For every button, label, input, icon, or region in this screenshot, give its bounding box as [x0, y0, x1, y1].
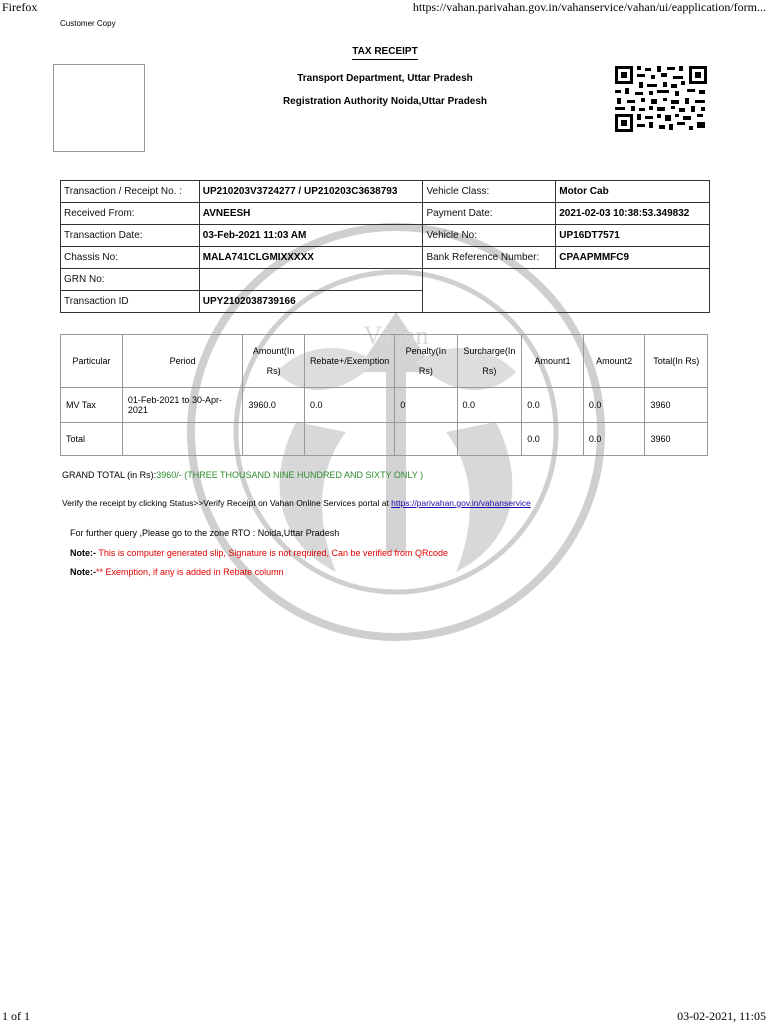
- browser-app-name: Firefox: [2, 0, 38, 14]
- empty-cell: [423, 269, 710, 313]
- total-amount2: 0.0: [583, 423, 645, 456]
- bank-ref-value: CPAAPMMFC9: [556, 247, 710, 269]
- payment-date-label: Payment Date:: [423, 203, 556, 225]
- qr-code-icon: [613, 64, 709, 134]
- empty-cell: [457, 423, 522, 456]
- table-total-row: [61, 423, 708, 456]
- empty-cell: [395, 423, 457, 456]
- transaction-id-label: Transaction ID: [61, 291, 200, 313]
- table-row: [61, 181, 710, 203]
- transaction-receipt-value: UP210203V3724277 / UP210203C3638793: [199, 181, 423, 203]
- note-exemption-text: ** Exemption, if any is added in Rebate column: [96, 567, 284, 577]
- emblem-placeholder: [53, 64, 145, 152]
- transaction-date-value: 03-Feb-2021 11:03 AM: [199, 225, 423, 247]
- header-period: Period: [122, 335, 243, 388]
- table-row: [61, 225, 710, 247]
- header-rebate: Rebate+/Exemption: [304, 335, 394, 388]
- page-url: https://vahan.parivahan.gov.in/vahanservice/vahan/ui/eapplication/form...: [412, 0, 766, 14]
- header-amount: Amount(In Rs): [243, 335, 305, 388]
- cell-surcharge: 0.0: [457, 388, 522, 423]
- total-amount1: 0.0: [522, 423, 584, 456]
- vehicle-class-label: Vehicle Class:: [423, 181, 556, 203]
- table-header-row: [61, 335, 708, 388]
- note-signature-text: This is computer generated slip, Signature is not required, Can be verified from QRcode: [98, 548, 449, 558]
- table-row: [61, 247, 710, 269]
- authority-name: Registration Authority Noida,Uttar Pradesh: [282, 96, 488, 107]
- header-amount2: Amount2: [583, 335, 645, 388]
- fee-table: [60, 334, 708, 456]
- total-label: Total: [61, 423, 123, 456]
- receipt-title-text: TAX RECEIPT: [352, 46, 417, 60]
- cell-penalty: 0: [395, 388, 457, 423]
- header-penalty: Penalty(In Rs): [395, 335, 457, 388]
- payment-date-value: 2021-02-03 10:38:53.349832: [556, 203, 710, 225]
- vahan-service-link[interactable]: https://parivahan.gov.in/vahanservice: [391, 498, 531, 508]
- grand-total-words: 3960/- (THREE THOUSAND NINE HUNDRED AND SIXTY ONLY ): [156, 470, 424, 480]
- table-row: [61, 203, 710, 225]
- cell-total: 3960: [645, 388, 708, 423]
- department-name: Transport Department, Uttar Pradesh: [297, 73, 473, 84]
- cell-rebate: 0.0: [304, 388, 394, 423]
- page-count: 1 of 1: [2, 1009, 30, 1023]
- verify-text: Verify the receipt by clicking Status>>Verify Receipt on Vahan Online Services portal at: [62, 498, 389, 508]
- table-row: [61, 388, 708, 423]
- grand-total: [62, 470, 423, 480]
- print-timestamp: 03-02-2021, 11:05: [677, 1009, 766, 1023]
- empty-cell: [243, 423, 305, 456]
- note-label: Note:-: [70, 567, 96, 577]
- header-amount1: Amount1: [522, 335, 584, 388]
- bank-ref-label: Bank Reference Number:: [423, 247, 556, 269]
- watermark-text: Vahan: [363, 321, 429, 350]
- transaction-date-label: Transaction Date:: [61, 225, 200, 247]
- query-info: For further query ,Please go to the zone RTO : Noida,Uttar Pradesh: [70, 528, 340, 538]
- table-row: [61, 269, 710, 291]
- transaction-id-value: UPY2102038739166: [199, 291, 423, 313]
- total-value: 3960: [645, 423, 708, 456]
- empty-cell: [304, 423, 394, 456]
- chassis-value: MALA741CLGMIXXXXX: [199, 247, 423, 269]
- receipt-title: [240, 46, 530, 57]
- cell-amount2: 0.0: [583, 388, 645, 423]
- transaction-receipt-label: Transaction / Receipt No. :: [61, 181, 200, 203]
- customer-copy-label: Customer Copy: [60, 19, 116, 28]
- header-particular: Particular: [61, 335, 123, 388]
- empty-cell: [122, 423, 243, 456]
- grn-value: [199, 269, 423, 291]
- grn-label: GRN No:: [61, 269, 200, 291]
- header-surcharge: Surcharge(In Rs): [457, 335, 522, 388]
- cell-amount1: 0.0: [522, 388, 584, 423]
- vehicle-class-value: Motor Cab: [556, 181, 710, 203]
- cell-amount: 3960.0: [243, 388, 305, 423]
- header-total: Total(In Rs): [645, 335, 708, 388]
- vehicle-no-label: Vehicle No:: [423, 225, 556, 247]
- vehicle-no-value: UP16DT7571: [556, 225, 710, 247]
- received-from-label: Received From:: [61, 203, 200, 225]
- note-signature: [70, 548, 448, 558]
- note-exemption: [70, 567, 284, 577]
- chassis-label: Chassis No:: [61, 247, 200, 269]
- note-label: Note:-: [70, 548, 96, 558]
- transaction-info-table: [60, 180, 710, 313]
- received-from-value: AVNEESH: [199, 203, 423, 225]
- cell-particular: MV Tax: [61, 388, 123, 423]
- grand-total-label: GRAND TOTAL (in Rs):: [62, 470, 157, 480]
- cell-period: 01-Feb-2021 to 30-Apr-2021: [122, 388, 243, 423]
- verify-instructions: [62, 498, 531, 508]
